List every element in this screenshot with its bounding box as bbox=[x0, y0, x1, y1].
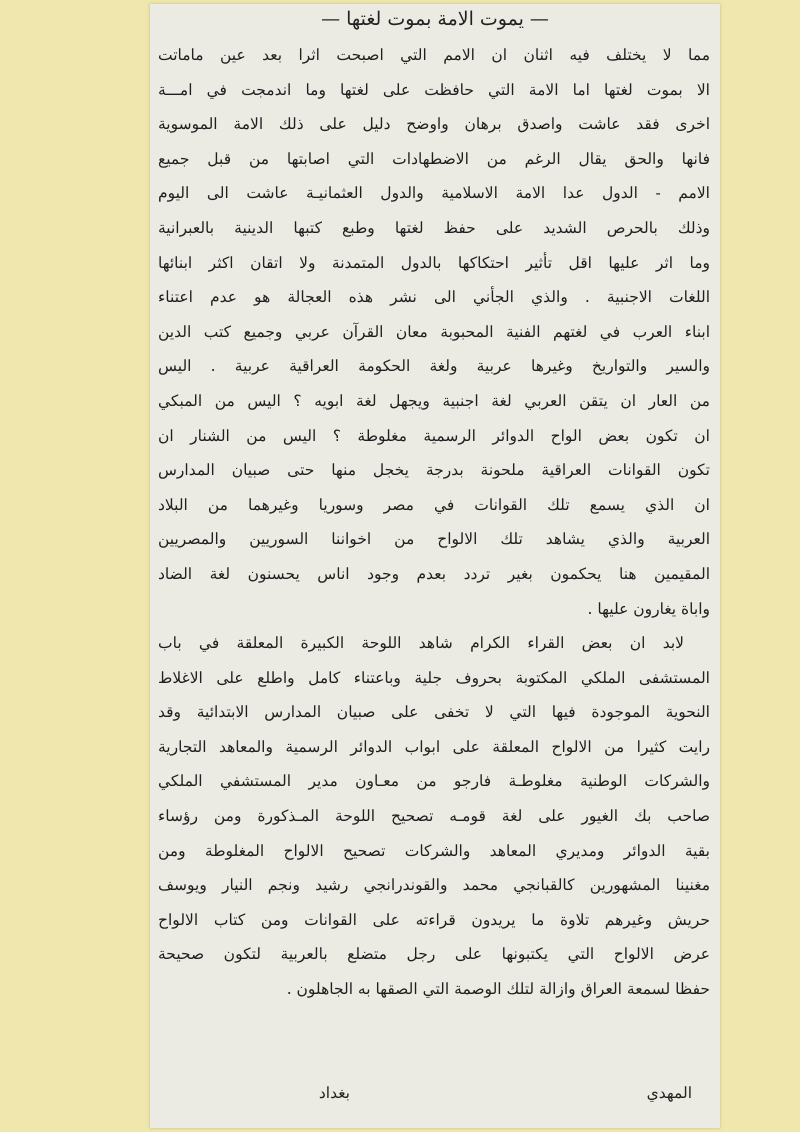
text-line: حريش وغيرهم تلاوة ما يريدون قراءته على القوانات ومن كتاب الالواح bbox=[158, 910, 710, 929]
text-line: ان الذي يسمع تلك القوانات في مصر وسوريا وغيرهما من البلاد bbox=[158, 495, 710, 514]
text-line: رايت كثيرا من الالواح المعلقة على ابواب الدوائر الرسمية والمعاهد التجارية bbox=[158, 737, 710, 756]
text-line: المقيمين هنا يحكمون بغير تردد بعدم وجود اناس يحسنون لغة الضاد bbox=[158, 564, 710, 583]
text-line: اللغات الاجنبية . والذي الجأني الى نشر هذه العجالة هو عدم اعتناء bbox=[158, 288, 710, 307]
paragraph-end-line: حفظا لسمعة العراق وازالة لتلك الوصمة التي الصقها به الجاهلون . bbox=[286, 980, 710, 999]
text-line: وما اثر عليها اقل تأثير احتكاكها بالدول المتمدنة ولا اتقان اكثر ابنائها bbox=[158, 253, 710, 272]
paragraph-start-line: لابد ان بعض القراء الكرام شاهد اللوحة الكبيرة المعلقة في باب bbox=[158, 634, 684, 653]
text-line: والشركات الوطنية مغلوطـة فارجو من معـاون مدير المستشفي الملكي bbox=[158, 772, 710, 791]
text-line: العربية والذي يشاهد تلك الالواح من اخواننا السوريين والمصريين bbox=[158, 530, 710, 549]
signature-author: المهدي bbox=[646, 1084, 692, 1102]
text-line: اخرى فقد عاشت واصدق برهان واوضح دليل على ذلك الامة الموسوية bbox=[158, 115, 710, 134]
text-line: تكون القوانات العراقية ملحونة بدرجة يخجل منها حتى صبيان المدارس bbox=[158, 461, 710, 480]
text-line: الامم - الدول عدا الامة الاسلامية والدول العثمانيـة عاشت الى اليوم bbox=[158, 184, 710, 203]
text-line: مغنينا المشهورين كالقبانجي محمد والقوندرانجي رشيد ونجم النيار ويوسف bbox=[158, 876, 710, 895]
text-line: صاحب بك الغيور على لغة قومـه تصحيح اللوحة المـذكورة ومن رؤساء bbox=[158, 807, 710, 826]
signature-block bbox=[150, 1084, 720, 1114]
text-line: ابناء العرب في لغتهم الفنية المحبوبة معان القرآن عربي وجميع كتب الدين bbox=[158, 322, 710, 341]
article-body bbox=[158, 38, 710, 1007]
text-line: عرض الالواح التي يكتبونها على رجل متضلع بالعربية لتكون صحيحة bbox=[158, 945, 710, 964]
text-line: النحوية الموجودة فيها التي لا تخفى على صبيان المدارس الابتدائية وقد bbox=[158, 703, 710, 722]
text-line: بقية الدوائر ومديري المعاهد والشركات تصحيح الالواح المغلوطة ومن bbox=[158, 841, 710, 860]
text-line: والسير والتواريخ وغيرها عربية ولغة الحكومة العراقية عربية . اليس bbox=[158, 357, 710, 376]
text-line: فانها والحق يقال الرغم من الاضطهادات التي اصابتها من قبل جميع bbox=[158, 149, 710, 168]
text-line: وذلك بالحرص الشديد على حفظ لغتها وطبع كتبها الدينية بالعبرانية bbox=[158, 218, 710, 237]
text-line: من العار ان يتقن العربي لغة اجنبية ويجهل لغة ابويه ؟ اليس من المبكي bbox=[158, 391, 710, 410]
text-line: المستشفى الملكي المكتوبة بحروف جلية وباعتناء كامل واطلع على الاغلاط bbox=[158, 668, 710, 687]
text-line: ان تكون بعض الواح الدوائر الرسمية مغلوطة ؟ اليس من الشنار ان bbox=[158, 426, 710, 445]
text-line: الا بموت لغتها اما الامة التي حافظت على لغتها وما اندمجت في امـــة bbox=[158, 80, 710, 99]
article-headline: — يموت الامة بموت لغتها — bbox=[321, 8, 549, 30]
paragraph-end-line: واباة يغارون عليها . bbox=[587, 599, 710, 618]
newspaper-clipping bbox=[150, 4, 720, 1128]
text-line: مما لا يختلف فيه اثنان ان الامم التي اصبحت اثرا بعد عين ماماتت bbox=[158, 46, 710, 64]
signature-place: بغداد bbox=[318, 1084, 350, 1102]
